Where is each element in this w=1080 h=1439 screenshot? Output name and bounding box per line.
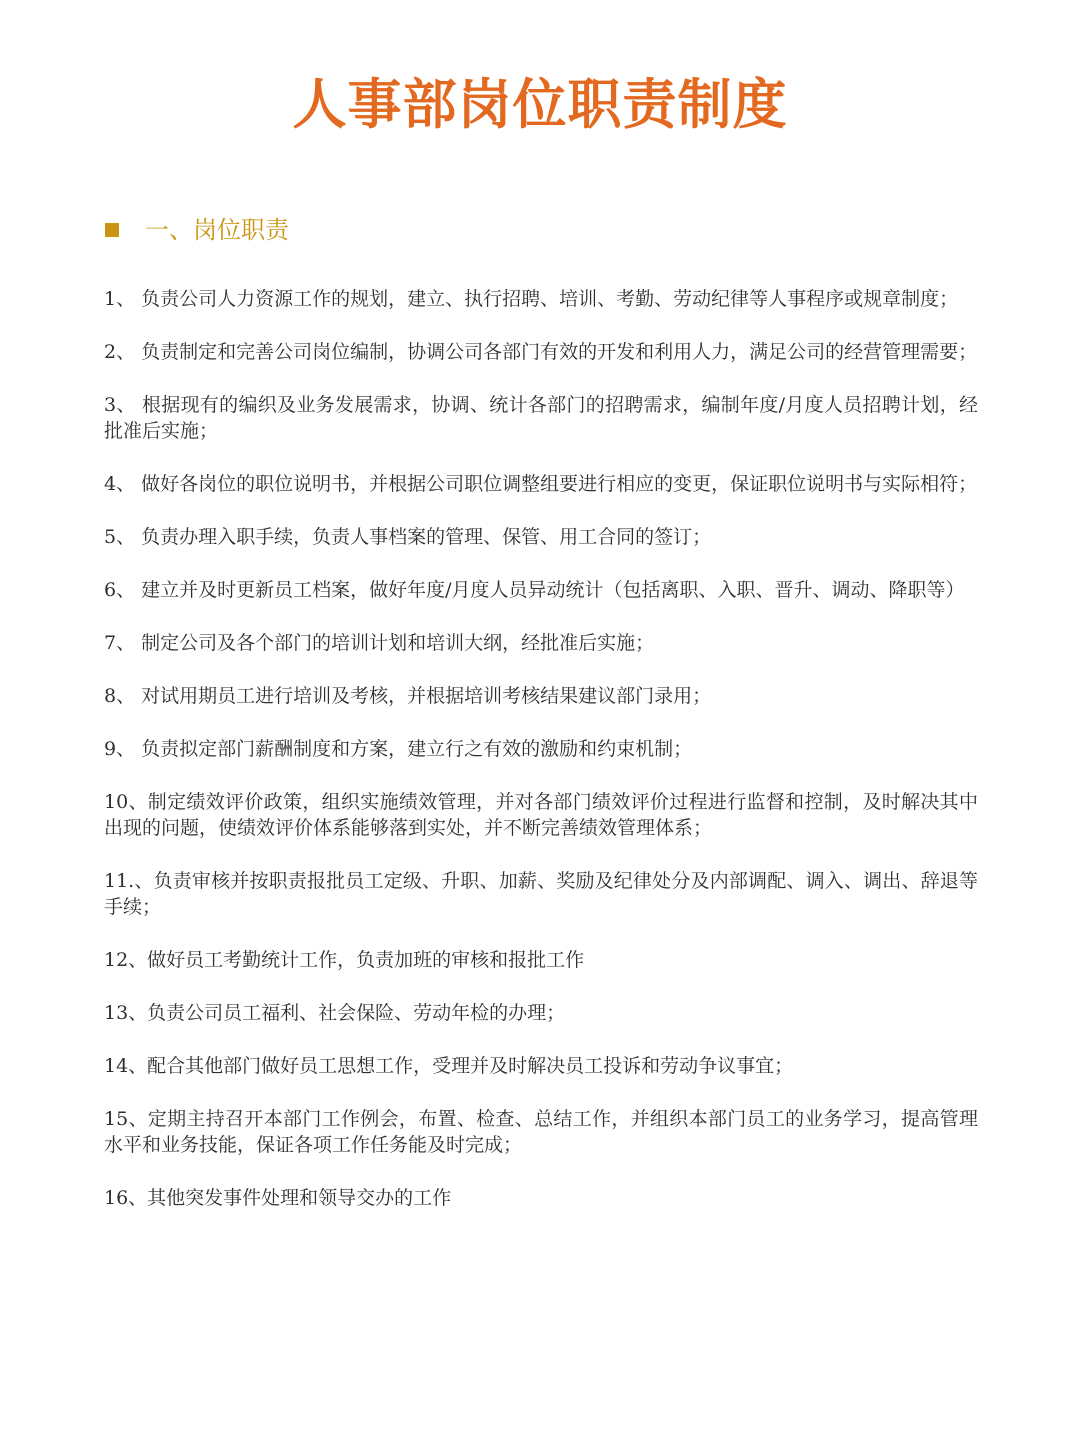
list-item: 3、 根据现有的编织及业务发展需求，协调、统计各部门的招聘需求，编制年度/月度人员招聘计划，经批准后实施； xyxy=(104,394,978,442)
list-item: 11.、负责审核并按职责报批员工定级、升职、加薪、奖励及纪律处分及内部调配、调入、调出、辞退等手续； xyxy=(104,870,978,918)
list-item: 1、 负责公司人力资源工作的规划，建立、执行招聘、培训、考勤、劳动纪律等人事程序或规章制度； xyxy=(104,288,959,310)
square-bullet-icon xyxy=(105,223,119,237)
list-item: 9、 负责拟定部门薪酬制度和方案，建立行之有效的激励和约束机制； xyxy=(104,738,693,760)
list-item: 2、 负责制定和完善公司岗位编制，协调公司各部门有效的开发和利用人力，满足公司的经营管理需要； xyxy=(104,341,978,363)
list-item: 12、做好员工考勤统计工作，负责加班的审核和报批工作 xyxy=(104,949,585,971)
list-item: 14、配合其他部门做好员工思想工作，受理并及时解决员工投诉和劳动争议事宜； xyxy=(104,1055,794,1077)
list-item: 13、负责公司员工福利、社会保险、劳动年检的办理； xyxy=(104,1002,566,1024)
duty-list xyxy=(104,286,978,1238)
list-item: 7、 制定公司及各个部门的培训计划和培训大纲，经批准后实施； xyxy=(104,632,655,654)
section-heading xyxy=(105,212,289,248)
list-item: 5、 负责办理入职手续，负责人事档案的管理、保管、用工合同的签订； xyxy=(104,526,712,548)
list-item: 4、 做好各岗位的职位说明书，并根据公司职位调整组要进行相应的变更，保证职位说明书与实际相符； xyxy=(104,473,978,495)
list-item: 15、定期主持召开本部门工作例会，布置、检查、总结工作，并组织本部门员工的业务学习，提高管理水平和业务技能，保证各项工作任务能及时完成； xyxy=(104,1108,978,1156)
section-heading-text: 一、岗位职责 xyxy=(145,216,289,244)
list-item: 6、 建立并及时更新员工档案，做好年度/月度人员异动统计（包括离职、入职、晋升、调动、降职等） xyxy=(104,579,965,601)
list-item: 10、制定绩效评价政策，组织实施绩效管理，并对各部门绩效评价过程进行监督和控制，及时解决其中出现的问题，使绩效评价体系能够落到实处，并不断完善绩效管理体系； xyxy=(104,791,978,839)
list-item: 16、其他突发事件处理和领导交办的工作 xyxy=(104,1187,452,1209)
page-title: 人事部岗位职责制度 xyxy=(292,73,788,136)
list-item: 8、 对试用期员工进行培训及考核，并根据培训考核结果建议部门录用； xyxy=(104,685,712,707)
